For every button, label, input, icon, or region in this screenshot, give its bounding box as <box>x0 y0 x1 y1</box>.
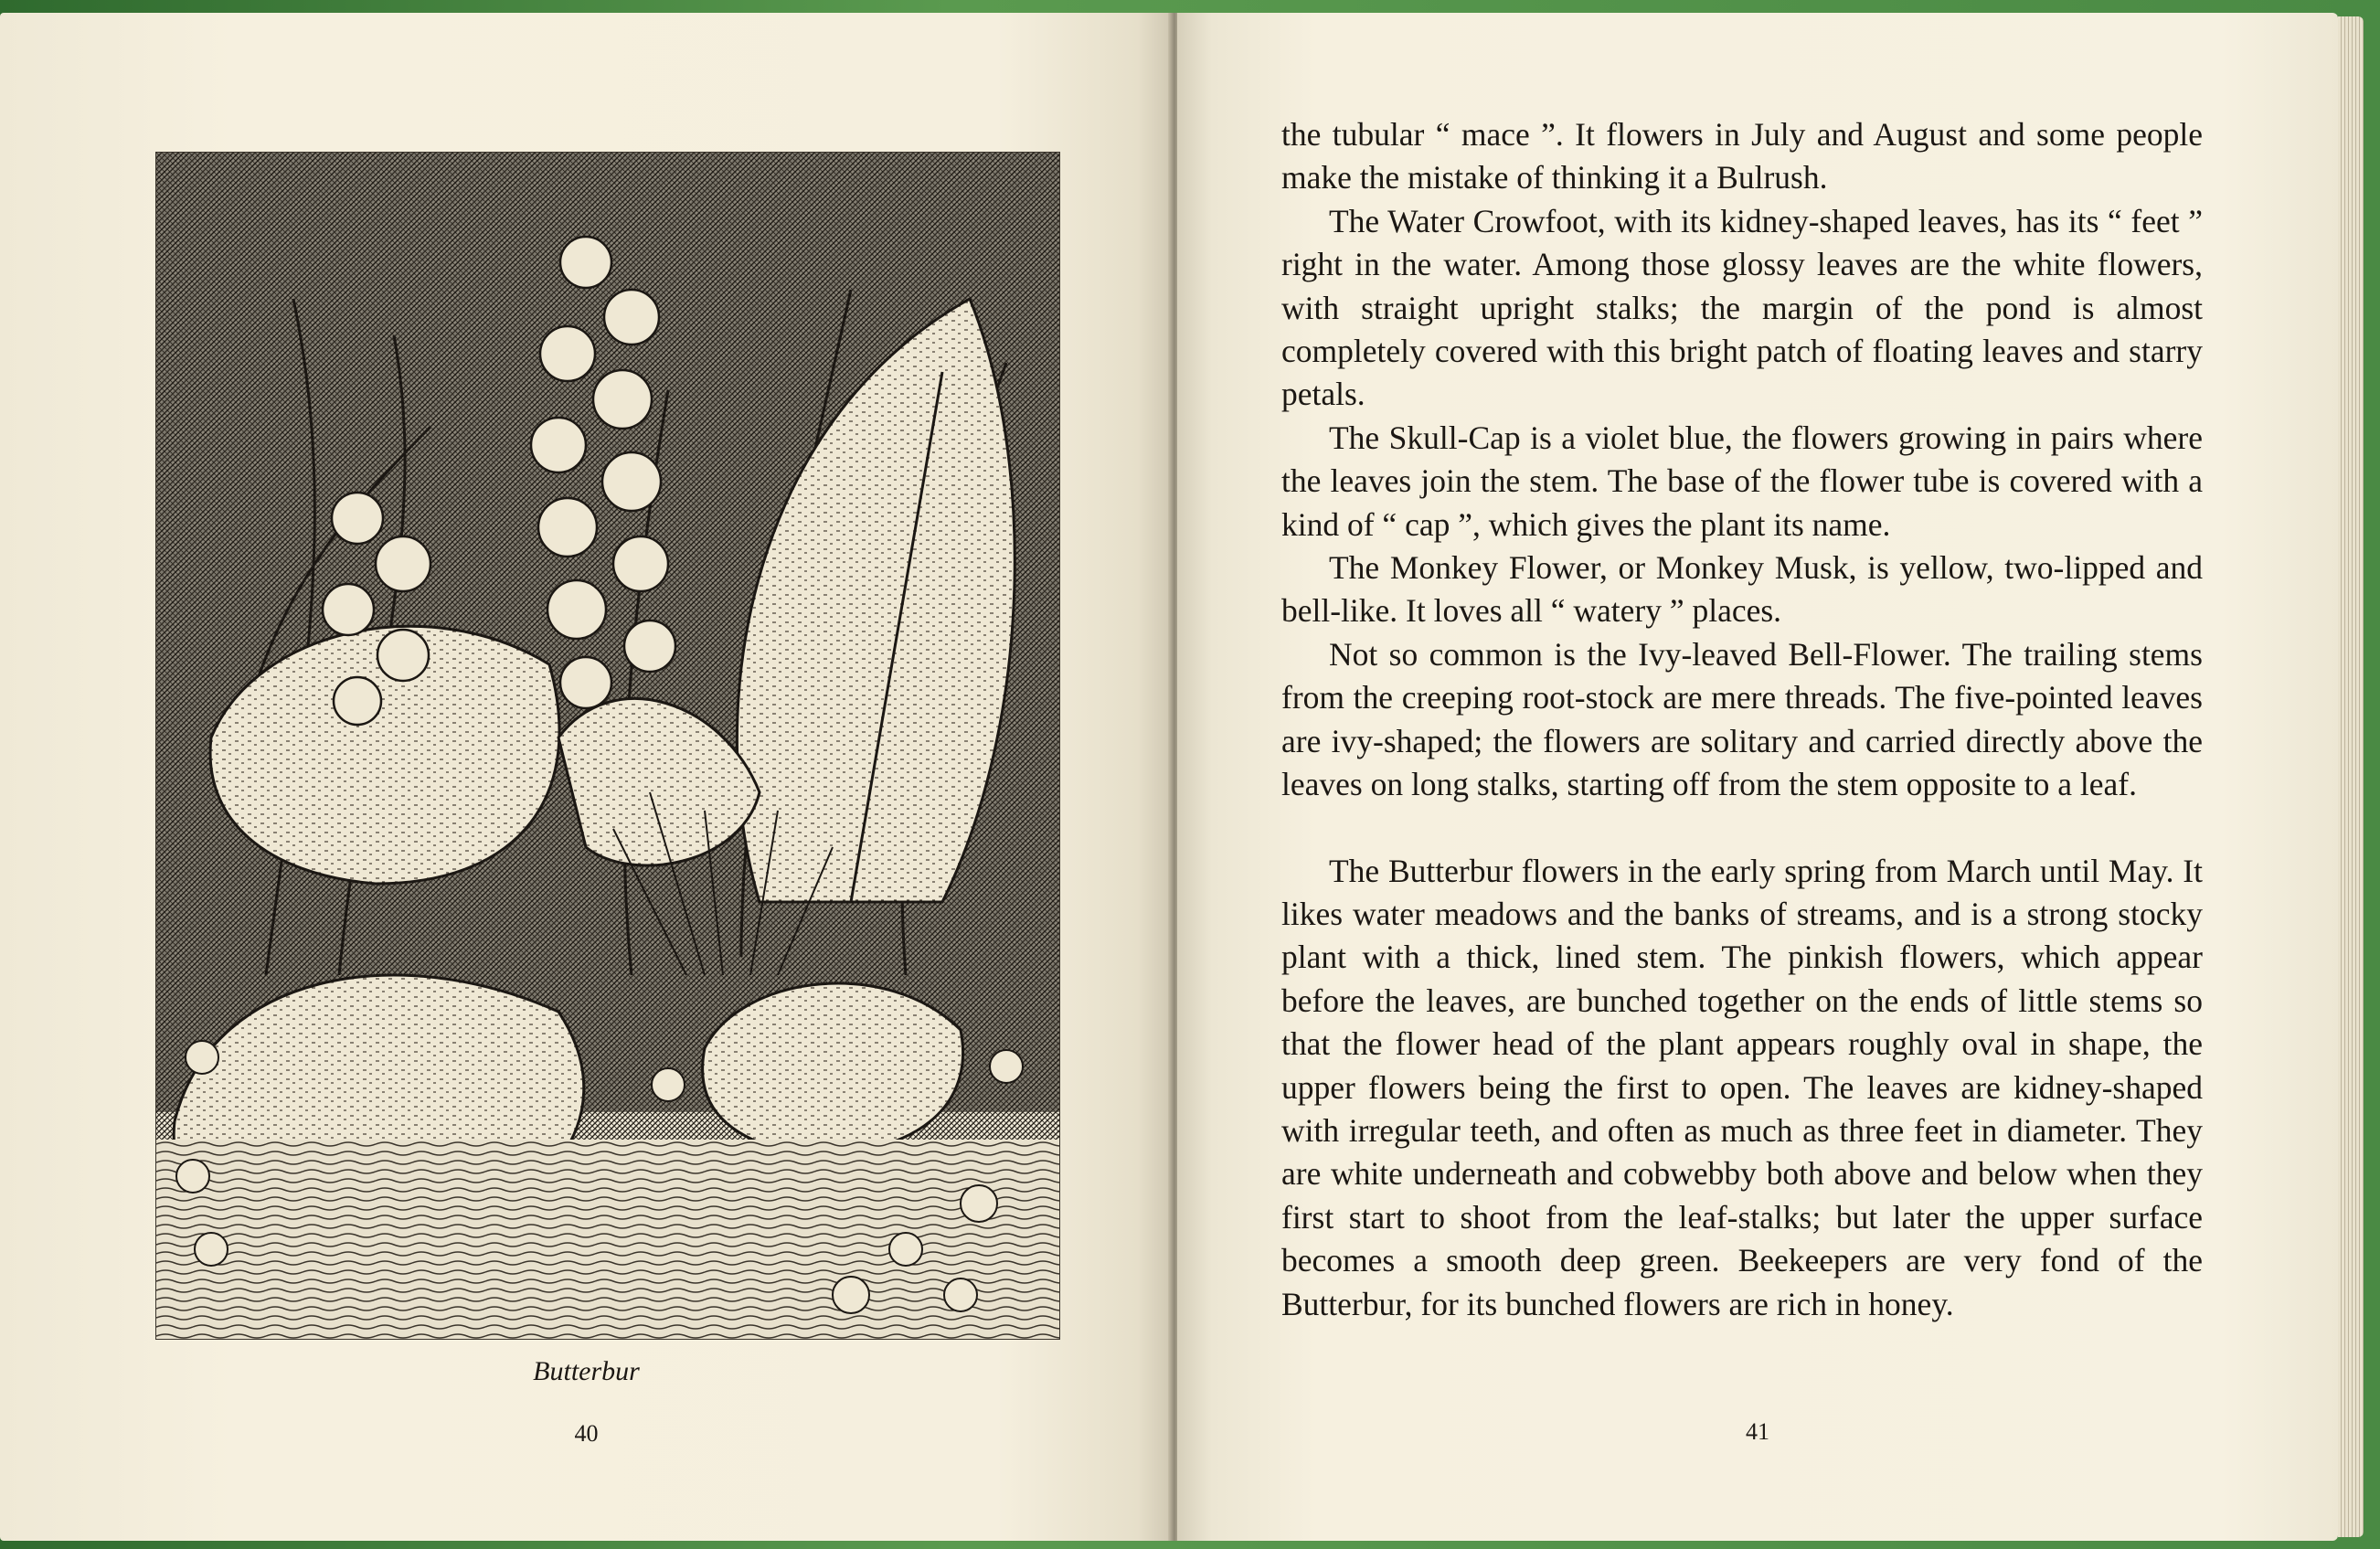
paragraph: The Water Crowfoot, with its kidney-shaped leaves, has its “ feet ” right in the water. Among those glossy leaves are the white flowers, with straight upright stalks; the margin of the pond is almost completely covered with this bright patch of floating leaves and starry petals. <box>1281 202 2203 413</box>
page-edges <box>2338 16 2364 1537</box>
paragraph: The Skull-Cap is a violet blue, the flowers growing in pairs where the leaves join the stem. The base of the flower tube is covered with a kind of “ cap ”, which gives the plant its name. <box>1281 419 2203 543</box>
page-number-right: 41 <box>1746 1418 1769 1445</box>
illustration-caption: Butterbur <box>533 1356 640 1386</box>
page-number-left: 40 <box>574 1420 599 1447</box>
left-page <box>0 13 1173 1541</box>
paragraph: Not so common is the Ivy-leaved Bell-Flower. The trailing stems from the creeping root-stock are mere threads. The five-pointed leaves are ivy-shaped; the flowers are solitary and carried directly above the leaves on long stalks, starting off from the stem opposite to a leaf. <box>1281 635 2203 803</box>
body-text <box>1281 113 2203 1326</box>
paragraph: The Butterbur flowers in the early spring from March until May. It likes water meadows and the banks of streams, and is a strong stocky plant with a thick, lined stem. The pinkish flowers, which appear before the leaves, are bunched together on the ends of little stems so that the flower head of the plant appears roughly oval in shape, the upper flowers being the first to open. The leaves are kidney-shaped with irregular teeth, and often as much as three feet in diameter. They are white underneath and cobwebby both above and below when they first start to shoot from the leaf-stalks; but later the upper surface becomes a smooth deep green. Beekeepers are very fond of the Butterbur, for its bunched flowers are rich in honey. <box>1281 852 2203 1322</box>
right-page <box>1177 13 2338 1541</box>
paragraph: The Monkey Flower, or Monkey Musk, is yellow, two-lipped and bell-like. It loves all “ watery ” places. <box>1281 549 2203 630</box>
paragraph: the tubular “ mace ”. It flowers in July and August and some people make the mistake of thinking it a Bulrush. <box>1281 116 2203 196</box>
butterbur-illustration <box>155 152 1060 1340</box>
